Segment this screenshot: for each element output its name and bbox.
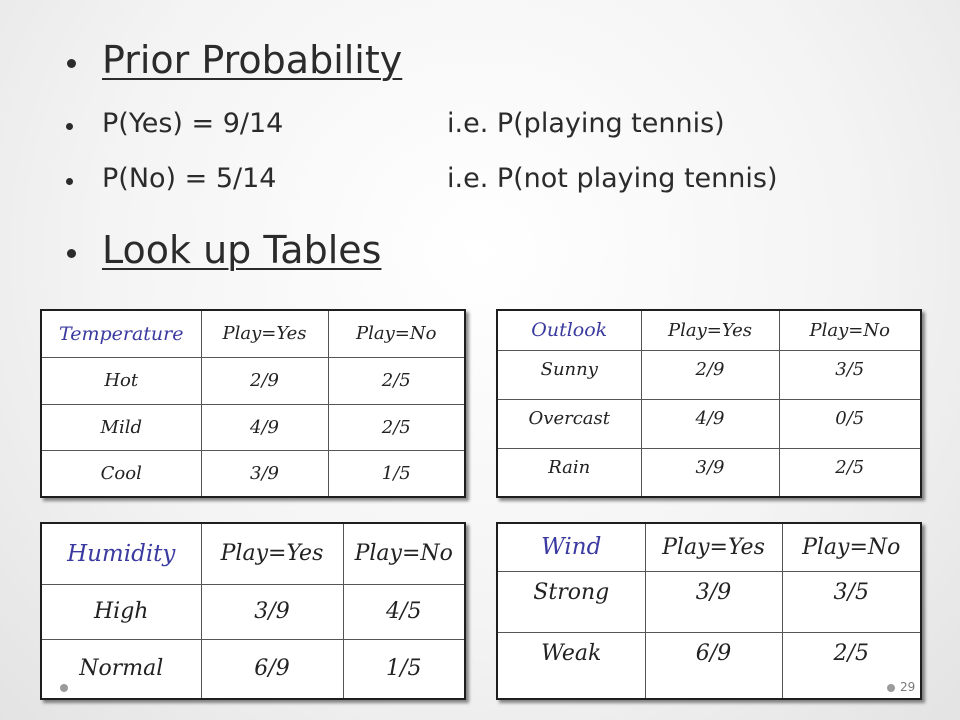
outlook-table — [496, 309, 922, 498]
footer-left-dot — [60, 684, 68, 692]
table-cell: 4/9 — [201, 404, 328, 450]
table-cell: Overcast — [497, 399, 641, 448]
table-cell: 6/9 — [201, 639, 343, 699]
p-no-text: P(No) = 5/14 — [102, 163, 277, 194]
heading-prior-probability: Prior Probability — [102, 38, 403, 82]
heading-look-up-tables: Look up Tables — [102, 228, 382, 272]
table-cell: 1/5 — [343, 639, 465, 699]
bullet-dot — [66, 123, 73, 130]
p-no-note: i.e. P(not playing tennis) — [447, 163, 778, 194]
table-header-cell: Wind — [497, 523, 645, 571]
table-cell: 2/9 — [641, 350, 779, 399]
table-cell: 6/9 — [645, 632, 782, 699]
humidity-table — [40, 522, 466, 700]
page-number: 29 — [900, 680, 916, 694]
table-header-cell: Play=No — [328, 310, 465, 357]
table-cell: Hot — [41, 357, 201, 404]
table-header-cell: Humidity — [41, 523, 201, 584]
table-cell: 2/5 — [328, 357, 465, 404]
table-row — [497, 632, 921, 699]
table-cell: 2/9 — [201, 357, 328, 404]
table-cell: 1/5 — [328, 450, 465, 497]
table-header-cell: Play=No — [782, 523, 921, 571]
table-header-cell: Play=Yes — [641, 310, 779, 350]
table-cell: 3/9 — [641, 448, 779, 497]
table-cell: 0/5 — [779, 399, 921, 448]
table-cell: 3/9 — [645, 571, 782, 632]
table-row — [41, 357, 465, 404]
table-row — [497, 350, 921, 399]
table-cell: High — [41, 584, 201, 639]
table-cell: 2/5 — [328, 404, 465, 450]
table-header-cell: Temperature — [41, 310, 201, 357]
table-cell: Sunny — [497, 350, 641, 399]
table-row — [497, 399, 921, 448]
table-header-cell: Play=Yes — [201, 310, 328, 357]
footer-right-dot — [887, 684, 895, 692]
table-cell: 4/5 — [343, 584, 465, 639]
table-row — [41, 639, 465, 699]
table-row — [497, 448, 921, 497]
bullet-dot — [67, 249, 76, 258]
table-header-cell: Outlook — [497, 310, 641, 350]
table-cell: 3/5 — [779, 350, 921, 399]
table-row — [41, 404, 465, 450]
table-header-cell: Play=Yes — [645, 523, 782, 571]
table-cell: Rain — [497, 448, 641, 497]
table-row — [497, 571, 921, 632]
table-cell: Strong — [497, 571, 645, 632]
table-cell: Normal — [41, 639, 201, 699]
table-header-cell: Play=No — [779, 310, 921, 350]
table-row — [41, 450, 465, 497]
table-cell: 4/9 — [641, 399, 779, 448]
table-header-cell: Play=Yes — [201, 523, 343, 584]
table-row — [41, 584, 465, 639]
table-cell: 3/5 — [782, 571, 921, 632]
table-cell: 2/5 — [782, 632, 921, 699]
table-cell: Cool — [41, 450, 201, 497]
temperature-table — [40, 309, 466, 498]
p-yes-text: P(Yes) = 9/14 — [102, 108, 284, 139]
table-cell: 3/9 — [201, 584, 343, 639]
wind-table — [496, 522, 922, 700]
table-cell: 3/9 — [201, 450, 328, 497]
table-cell: Weak — [497, 632, 645, 699]
bullet-dot — [67, 59, 76, 68]
p-yes-note: i.e. P(playing tennis) — [447, 108, 725, 139]
bullet-dot — [66, 178, 73, 185]
table-cell: 2/5 — [779, 448, 921, 497]
table-cell: Mild — [41, 404, 201, 450]
table-header-cell: Play=No — [343, 523, 465, 584]
